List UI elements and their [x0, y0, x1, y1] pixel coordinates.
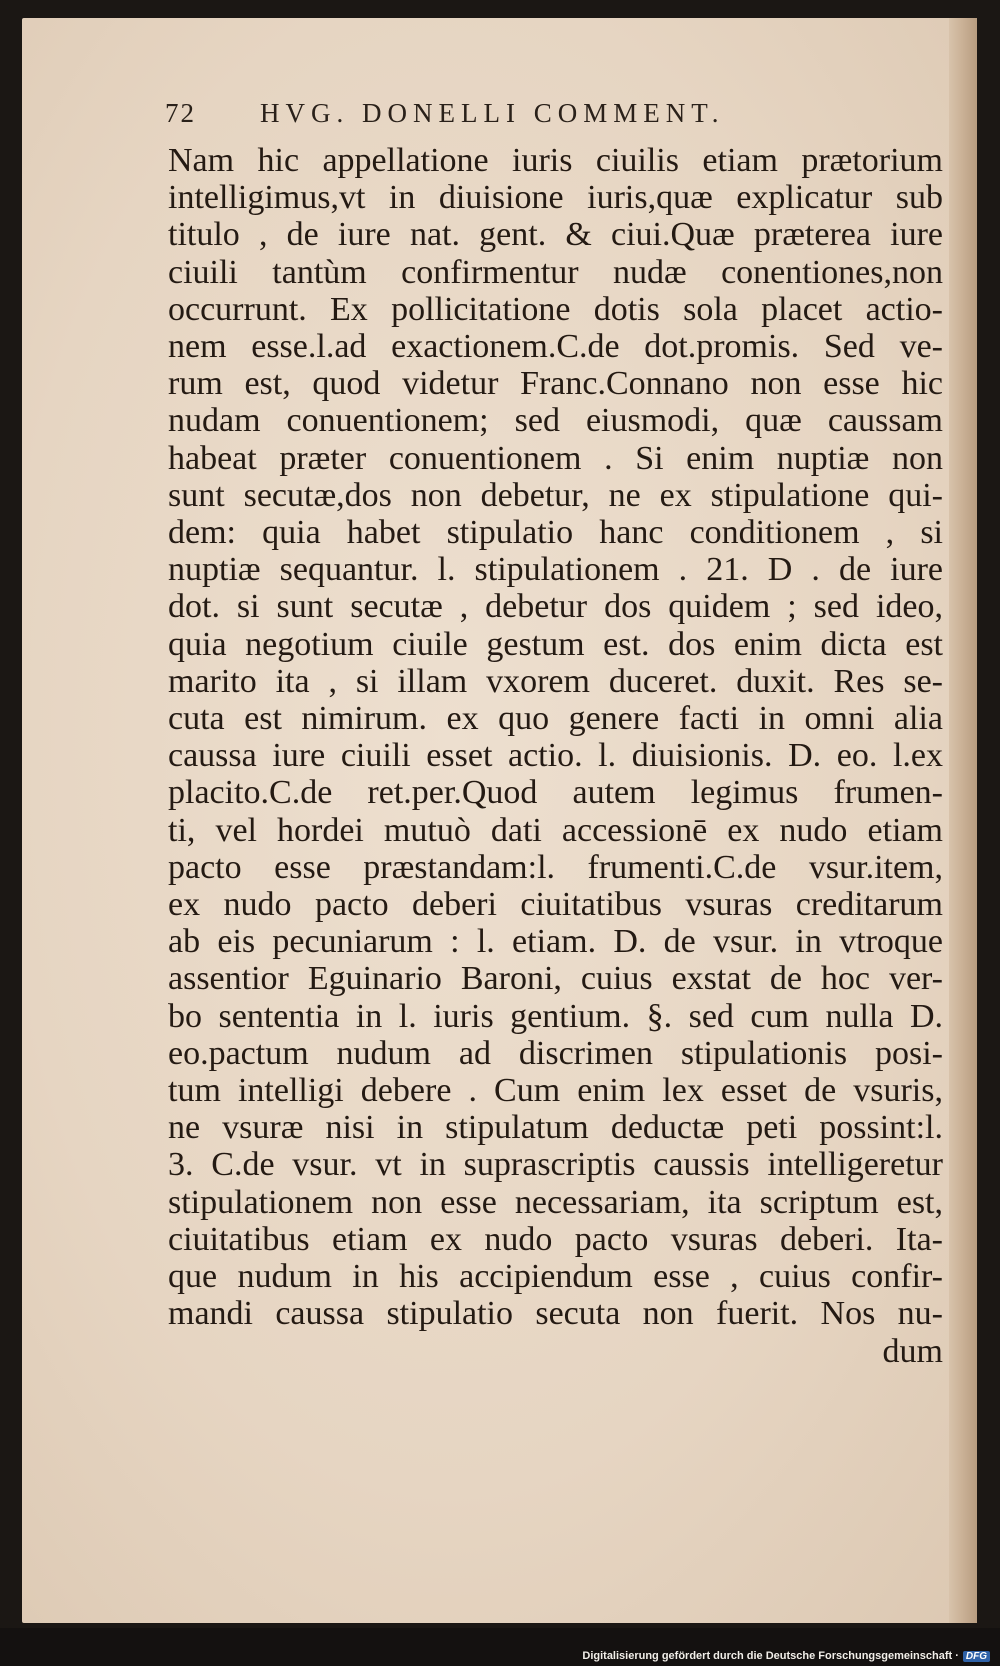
text-line: mandi caussa stipulatio secuta non fuerit. Nos nu-: [168, 1295, 943, 1333]
text-line: nudam conuentionem; sed eiusmodi, quæ caussam: [168, 402, 943, 440]
text-line: Nam hic appellatione iuris ciuilis etiam prætorium: [168, 142, 943, 179]
text-line: ab eis pecuniarum : l. etiam. D. de vsur. in vtroque: [168, 923, 943, 961]
text-line: nuptiæ sequantur. l. stipulationem . 21. D . de iure: [168, 551, 943, 589]
page-edge: [949, 18, 977, 1623]
text-line: tum intelligi debere . Cum enim lex esset de vsuris,: [168, 1072, 943, 1110]
text-line: cuta est nimirum. ex quo genere facti in omni alia: [168, 700, 943, 738]
text-line: habeat præter conuentionem . Si enim nuptiæ non: [168, 439, 943, 477]
text-line: assentior Eguinario Baroni, cuius exstat de hoc ver-: [168, 960, 943, 998]
text-line: dem: quia habet stipulatio hanc conditionem , si: [168, 514, 943, 552]
body-text: [168, 142, 943, 1370]
text-line: ne vsuræ nisi in stipulatum deductæ peti possint:l.: [168, 1109, 943, 1147]
text-line: dot. si sunt secutæ , debetur dos quidem ; sed ideo,: [168, 588, 943, 626]
dfg-logo-icon: DFG: [963, 1651, 990, 1662]
text-line: caussa iure ciuili esset actio. l. diuisionis. D. eo. l.ex: [168, 737, 943, 775]
page-number: 72: [165, 98, 196, 128]
text-line: placito.C.de ret.per.Quod autem legimus frumen-: [168, 774, 943, 812]
funding-credit-text: Digitalisierung gefördert durch die Deutsche Forschungsgemeinschaft ·: [582, 1650, 959, 1662]
text-line: que nudum in his accipiendum esse , cuius confir-: [168, 1258, 943, 1296]
text-line: rum est, quod videtur Franc.Connano non esse hic: [168, 365, 943, 403]
text-line: eo.pactum nudum ad discrimen stipulationis posi-: [168, 1034, 943, 1072]
catchword: dum: [882, 1332, 943, 1370]
running-head: [165, 98, 935, 129]
funding-credit: [582, 1650, 990, 1662]
text-line: occurrunt. Ex pollicitatione dotis sola placet actio-: [168, 290, 943, 328]
text-line: 3. C.de vsur. vt in suprascriptis caussis intelligeretur: [168, 1146, 943, 1184]
text-line: stipulationem non esse necessariam, ita scriptum est,: [168, 1183, 943, 1221]
text-line: bo sententia in l. iuris gentium. §. sed cum nulla D.: [168, 997, 943, 1035]
text-line: nem esse.l.ad exactionem.C.de dot.promis. Sed ve-: [168, 328, 943, 366]
footer-bar: [0, 1628, 1000, 1666]
text-line: intelligimus,vt in diuisione iuris,quæ explicatur sub: [168, 179, 943, 217]
text-line: titulo , de iure nat. gent. & ciui.Quæ præterea iure: [168, 216, 943, 254]
text-line: pacto esse præstandam:l. frumenti.C.de vsur.item,: [168, 848, 943, 886]
text-line: sunt secutæ,dos non debetur, ne ex stipulatione qui-: [168, 476, 943, 514]
text-line: ti, vel hordei mutuò dati accessionē ex nudo etiam: [168, 811, 943, 849]
running-title: HVG. DONELLI COMMENT.: [260, 98, 725, 128]
text-line: quia negotium ciuile gestum est. dos enim dicta est: [168, 625, 943, 663]
text-line: ciuitatibus etiam ex nudo pacto vsuras deberi. Ita-: [168, 1220, 943, 1258]
text-line: ciuili tantùm confirmentur nudæ conentiones,non: [168, 253, 943, 291]
text-line: ex nudo pacto deberi ciuitatibus vsuras creditarum: [168, 886, 943, 924]
text-line: marito ita , si illam vxorem duceret. duxit. Res se-: [168, 662, 943, 700]
